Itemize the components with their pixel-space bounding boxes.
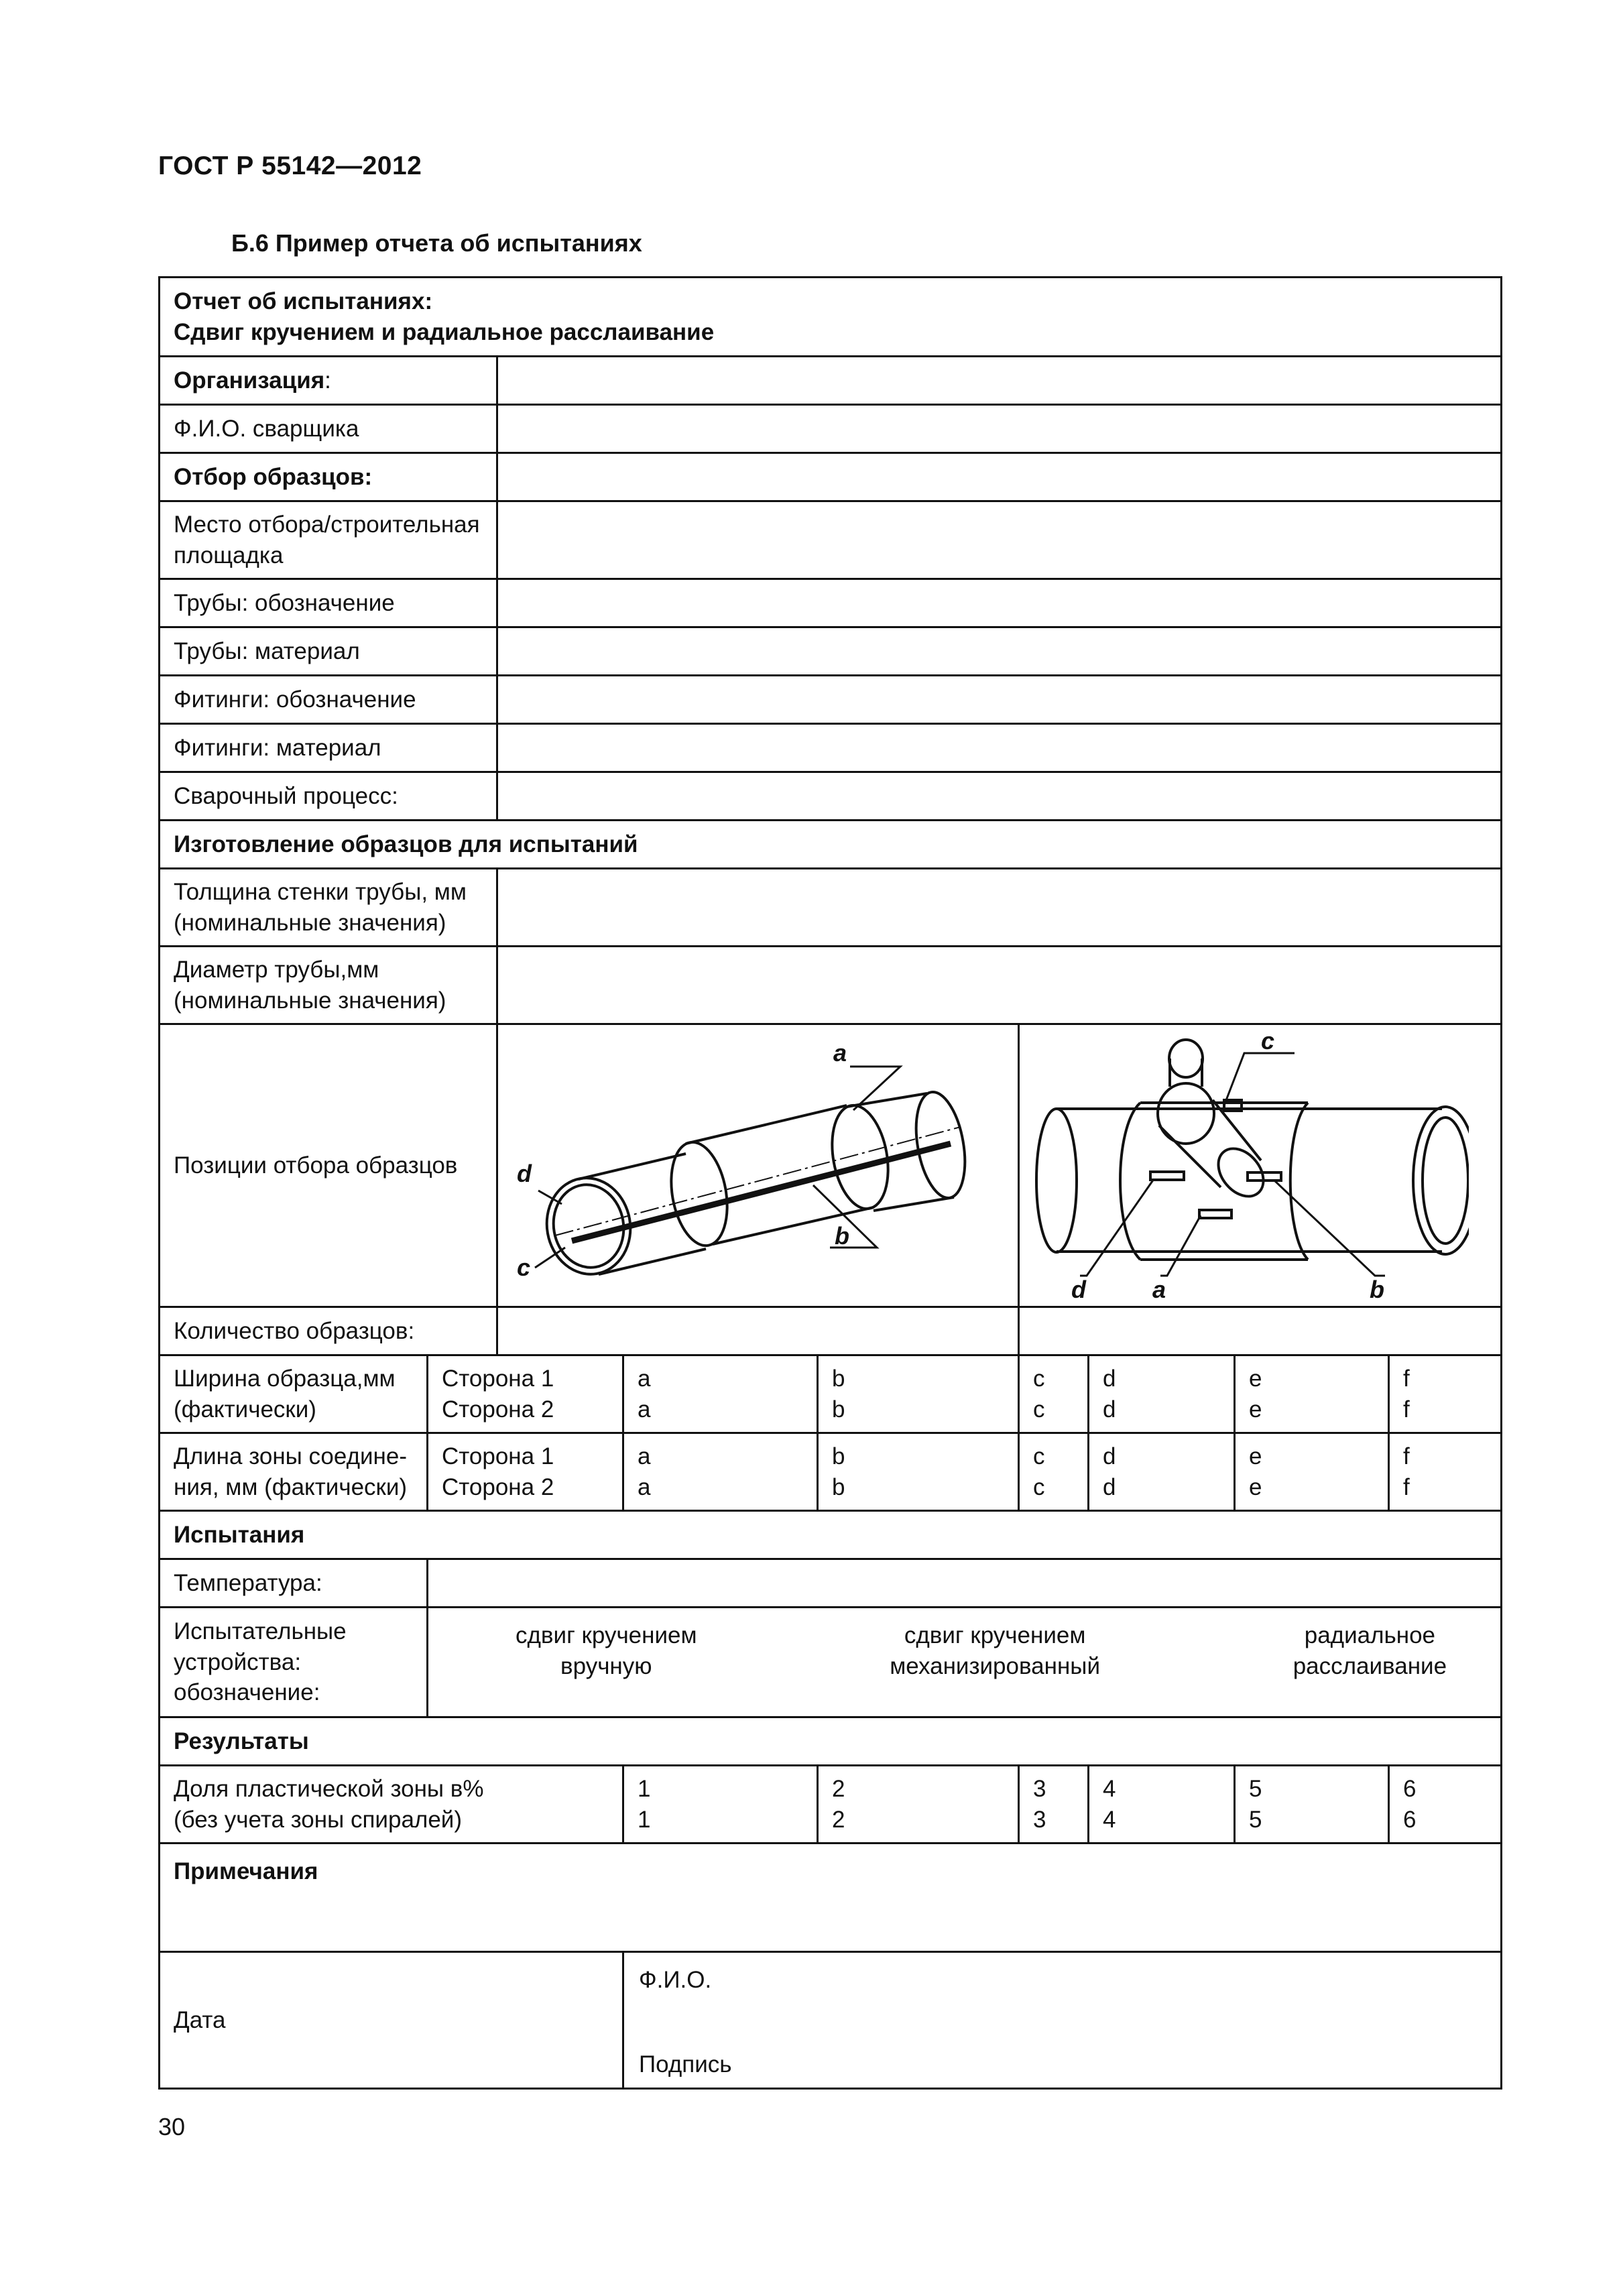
result-5-b: 5 <box>1249 1806 1262 1833</box>
date-label: Дата <box>174 2006 226 2033</box>
pipes-material-row <box>160 627 1502 676</box>
wall-thickness-field[interactable] <box>497 869 1502 947</box>
result-6-b: 6 <box>1403 1806 1417 1833</box>
diameter-field[interactable] <box>497 947 1502 1024</box>
width-d-1: d <box>1103 1366 1116 1392</box>
length-a-1: a <box>638 1443 651 1469</box>
joint-length-sides <box>428 1433 623 1511</box>
test-report-table <box>158 276 1502 2090</box>
fittings-designation-row <box>160 676 1502 724</box>
sample-width-line2: (фактически) <box>174 1396 316 1423</box>
width-f-1: f <box>1403 1366 1410 1392</box>
sample-width-line1: Ширина образца,мм <box>174 1366 396 1392</box>
devices-options <box>442 1620 1487 1681</box>
width-cell-f[interactable] <box>1389 1355 1502 1433</box>
sampling-field[interactable] <box>497 453 1502 501</box>
result-4-a: 4 <box>1103 1776 1116 1802</box>
tee-figure-cell <box>1019 1024 1502 1307</box>
results-heading-row <box>160 1717 1502 1766</box>
device-mechanized-line2: механизированный <box>890 1652 1101 1679</box>
width-cell-e[interactable] <box>1235 1355 1389 1433</box>
welding-process-field[interactable] <box>497 772 1502 821</box>
length-f-2: f <box>1403 1473 1410 1500</box>
length-b-2: b <box>832 1473 845 1500</box>
side1-label: Сторона 1 <box>442 1366 554 1392</box>
length-c-1: c <box>1033 1443 1045 1469</box>
sample-width-sides <box>428 1355 623 1433</box>
preparation-heading: Изготовление образцов для испытаний <box>160 821 1502 869</box>
organization-field[interactable] <box>497 357 1502 405</box>
welder-field[interactable] <box>497 405 1502 453</box>
sample-width-row <box>160 1355 1502 1433</box>
organization-row <box>160 357 1502 405</box>
report-title-line1: Отчет об испытаниях: <box>174 288 433 314</box>
wall-thickness-line1: Толщина стенки трубы, мм <box>174 879 467 905</box>
pipe-figure-cell <box>497 1024 1019 1307</box>
organization-colon: : <box>324 367 331 394</box>
fig-right-label-b: b <box>1370 1275 1384 1303</box>
welder-row <box>160 405 1502 453</box>
device-manual-torsion <box>516 1620 697 1681</box>
length-cell-b[interactable] <box>818 1433 1019 1511</box>
document-code: ГОСТ Р 55142—2012 <box>158 152 422 180</box>
device-radial-line2: расслаивание <box>1293 1652 1447 1679</box>
result-5-a: 5 <box>1249 1776 1262 1802</box>
length-cell-e[interactable] <box>1235 1433 1389 1511</box>
welding-process-label: Сварочный процесс: <box>160 772 497 821</box>
length-e-2: e <box>1249 1473 1262 1500</box>
welder-label: Ф.И.О. сварщика <box>160 405 497 453</box>
organization-label <box>160 357 497 405</box>
length-f-1: f <box>1403 1443 1410 1469</box>
devices-label-line2: устройства: <box>174 1648 302 1675</box>
width-f-2: f <box>1403 1396 1410 1423</box>
fig-left-label-b: b <box>835 1221 849 1250</box>
width-d-2: d <box>1103 1396 1116 1423</box>
tee-fitting-figure <box>1020 1026 1469 1305</box>
width-e-2: e <box>1249 1396 1262 1423</box>
report-title-line2: Сдвиг кручением и радиальное расслаивание <box>174 318 715 345</box>
width-a-1: a <box>638 1366 651 1392</box>
devices-field[interactable] <box>428 1608 1502 1717</box>
result-2-a: 2 <box>832 1776 845 1802</box>
length-cell-a[interactable] <box>623 1433 818 1511</box>
pipes-designation-row <box>160 579 1502 627</box>
sample-count-field-2[interactable] <box>1019 1307 1502 1355</box>
length-e-1: e <box>1249 1443 1262 1469</box>
site-row <box>160 501 1502 579</box>
report-title-row <box>160 278 1502 357</box>
fittings-designation-field[interactable] <box>497 676 1502 724</box>
width-cell-b[interactable] <box>818 1355 1019 1433</box>
device-radial-line1: радиальное <box>1304 1622 1436 1648</box>
section-heading: Б.6 Пример отчета об испытаниях <box>231 229 642 257</box>
devices-label <box>160 1608 428 1717</box>
fig-left-label-a: a <box>833 1038 847 1067</box>
result-4-b: 4 <box>1103 1806 1116 1833</box>
width-cell-c[interactable] <box>1019 1355 1089 1433</box>
joint-length-line2: ния, мм (фактически) <box>174 1473 408 1500</box>
tests-heading: Испытания <box>160 1511 1502 1559</box>
wall-thickness-label <box>160 869 497 947</box>
width-cell-d[interactable] <box>1089 1355 1235 1433</box>
preparation-heading-row <box>160 821 1502 869</box>
result-3-a: 3 <box>1033 1776 1046 1802</box>
devices-label-line1: Испытательные <box>174 1618 347 1645</box>
device-radial-peel <box>1293 1620 1447 1681</box>
site-label <box>160 501 497 579</box>
length-b-1: b <box>832 1443 845 1469</box>
notes-row <box>160 1844 1502 1952</box>
site-label-line2: площадка <box>174 542 284 568</box>
length-d-1: d <box>1103 1443 1116 1469</box>
fittings-material-row <box>160 724 1502 772</box>
diameter-label <box>160 947 497 1024</box>
length-c-2: c <box>1033 1473 1045 1500</box>
joint-length-label <box>160 1433 428 1511</box>
pipes-material-field[interactable] <box>497 627 1502 676</box>
tests-heading-row <box>160 1511 1502 1559</box>
pipes-designation-label: Трубы: обозначение <box>160 579 497 627</box>
fig-right-label-a: a <box>1152 1275 1166 1303</box>
plastic-zone-label <box>160 1766 623 1844</box>
result-cell-3[interactable] <box>1019 1766 1089 1844</box>
results-heading: Результаты <box>160 1717 1502 1766</box>
welding-process-row <box>160 772 1502 821</box>
diameter-row <box>160 947 1502 1024</box>
report-title <box>160 278 1502 357</box>
fig-right-label-d: d <box>1071 1275 1086 1303</box>
side1-label-2: Сторона 1 <box>442 1443 554 1469</box>
wall-thickness-row <box>160 869 1502 947</box>
fig-left-label-d: d <box>517 1159 532 1187</box>
width-b-1: b <box>832 1366 845 1392</box>
result-6-a: 6 <box>1403 1776 1417 1802</box>
sample-count-label: Количество образцов: <box>160 1307 497 1355</box>
width-c-1: c <box>1033 1366 1045 1392</box>
sampling-label: Отбор образцов: <box>160 453 497 501</box>
result-cell-6[interactable] <box>1389 1766 1502 1844</box>
devices-row <box>160 1608 1502 1717</box>
fig-right-label-c: c <box>1261 1026 1275 1054</box>
signature-row <box>160 1952 1502 2089</box>
positions-label: Позиции отбора образцов <box>160 1024 497 1307</box>
temperature-row <box>160 1559 1502 1608</box>
width-e-1: e <box>1249 1366 1262 1392</box>
positions-row <box>160 1024 1502 1307</box>
result-3-b: 3 <box>1033 1806 1046 1833</box>
length-d-2: d <box>1103 1473 1116 1500</box>
result-1-a: 1 <box>638 1776 651 1802</box>
width-a-2: a <box>638 1396 651 1423</box>
site-label-line1: Место отбора/строительная <box>174 511 480 538</box>
result-cell-1[interactable] <box>623 1766 818 1844</box>
fio-label: Ф.И.О. <box>639 1967 712 1993</box>
result-2-b: 2 <box>832 1806 845 1833</box>
temperature-field[interactable] <box>428 1559 1502 1608</box>
device-manual-line1: сдвиг кручением <box>516 1622 697 1648</box>
length-cell-f[interactable] <box>1389 1433 1502 1511</box>
page-number: 30 <box>158 2113 186 2140</box>
length-cell-c[interactable] <box>1019 1433 1089 1511</box>
notes-heading: Примечания <box>174 1858 318 1884</box>
wall-thickness-line2: (номинальные значения) <box>174 909 446 936</box>
plastic-zone-line2: (без учета зоны спиралей) <box>174 1806 462 1833</box>
length-a-2: a <box>638 1473 651 1500</box>
joint-length-row <box>160 1433 1502 1511</box>
signature-field[interactable] <box>623 1952 1502 2089</box>
side2-label: Сторона 2 <box>442 1396 554 1423</box>
devices-label-line3: обозначение: <box>174 1679 320 1706</box>
width-c-2: c <box>1033 1396 1045 1423</box>
plastic-zone-row <box>160 1766 1502 1844</box>
joint-length-line1: Длина зоны соедине- <box>174 1443 408 1469</box>
plastic-zone-line1: Доля пластической зоны в% <box>174 1776 484 1802</box>
diameter-line1: Диаметр трубы,мм <box>174 957 379 983</box>
result-1-b: 1 <box>638 1806 651 1833</box>
result-cell-4[interactable] <box>1089 1766 1235 1844</box>
signature-label: Подпись <box>639 2051 732 2077</box>
device-mechanized-line1: сдвиг кручением <box>904 1622 1086 1648</box>
fig-left-label-c: c <box>517 1253 531 1281</box>
fittings-designation-label: Фитинги: обозначение <box>160 676 497 724</box>
site-field[interactable] <box>497 501 1502 579</box>
result-cell-5[interactable] <box>1235 1766 1389 1844</box>
fittings-material-field[interactable] <box>497 724 1502 772</box>
diameter-line2: (номинальные значения) <box>174 987 446 1014</box>
organization-label-text: Организация <box>174 367 325 394</box>
pipe-coupler-figure <box>498 1026 1019 1305</box>
device-mechanized-torsion <box>890 1620 1100 1681</box>
side2-label-2: Сторона 2 <box>442 1473 554 1500</box>
width-cell-a[interactable] <box>623 1355 818 1433</box>
sample-count-row <box>160 1307 1502 1355</box>
sample-width-label <box>160 1355 428 1433</box>
sampling-row <box>160 453 1502 501</box>
pipes-designation-field[interactable] <box>497 579 1502 627</box>
fittings-material-label: Фитинги: материал <box>160 724 497 772</box>
width-b-2: b <box>832 1396 845 1423</box>
length-cell-d[interactable] <box>1089 1433 1235 1511</box>
notes-field[interactable] <box>160 1844 1502 1952</box>
pipes-material-label: Трубы: материал <box>160 627 497 676</box>
device-manual-line2: вручную <box>560 1652 652 1679</box>
result-cell-2[interactable] <box>818 1766 1019 1844</box>
date-field[interactable] <box>160 1952 623 2089</box>
temperature-label: Температура: <box>160 1559 428 1608</box>
sample-count-field-1[interactable] <box>497 1307 1019 1355</box>
